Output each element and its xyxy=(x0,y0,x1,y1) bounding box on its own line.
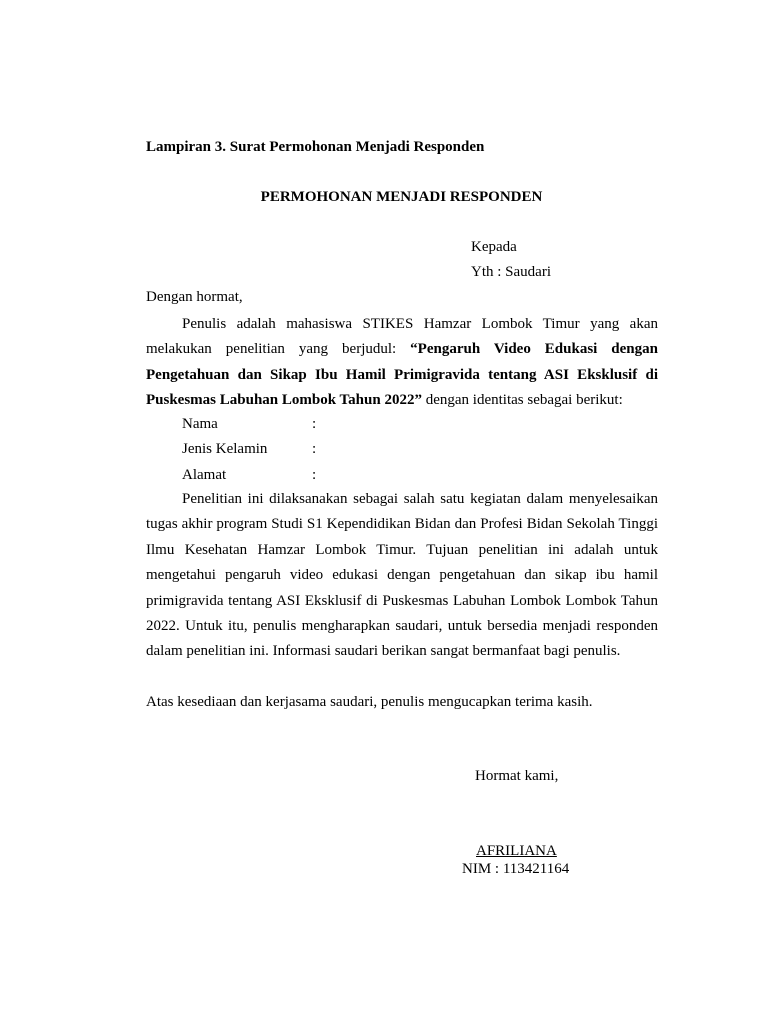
paragraph-intro-text: Penulis adalah mahasiswa STIKES Hamzar Lombok Timur yang akan melakukan penelitian yang berjudul: xyxy=(146,316,658,358)
field-name-colon: : xyxy=(312,416,317,432)
field-gender-colon: : xyxy=(312,441,317,457)
signature-nim: NIM : 113421164 xyxy=(462,861,570,877)
greeting: Dengan hormat, xyxy=(146,289,243,305)
field-name xyxy=(182,415,316,433)
attachment-title: Lampiran 3. Surat Permohonan Menjadi Responden xyxy=(146,139,485,155)
closing-salutation: Hormat kami, xyxy=(475,768,559,784)
recipient-line-2: Yth : Saudari xyxy=(471,264,551,280)
paragraph-thanks: Atas kesediaan dan kerjasama saudari, penulis mengucapkan terima kasih. xyxy=(146,694,593,710)
field-address xyxy=(182,466,316,484)
research-title: “Pengaruh Video Edukasi dengan Pengetahuan dan Sikap Ibu Hamil Primigravida tentang ASI Eksklusif di Puskesmas Labuhan Lombok Tahun 2022” xyxy=(146,341,658,409)
field-gender-label: Jenis Kelamin xyxy=(182,441,268,457)
signature-name: AFRILIANA xyxy=(476,843,557,859)
recipient-line-1: Kepada xyxy=(471,239,517,255)
field-gender xyxy=(182,440,316,458)
paragraph-intro xyxy=(146,312,658,414)
paragraph-purpose: Penelitian ini dilaksanakan sebagai salah satu kegiatan dalam menyelesaikan tugas akhir program Studi S1 Kependidikan Bidan dan Profesi Bidan Sekolah Tinggi Ilmu Kesehatan Hamzar Lombok Timur. Tujuan penelitian ini adalah untuk mengetahui pengaruh video edukasi dengan pengetahuan dan sikap ibu hamil primigravida tentang ASI Eksklusif di Puskesmas Labuhan Lombok Lombok Tahun 2022. Untuk itu, penulis mengharapkan saudari, untuk bersedia menjadi responden dalam penelitian ini. Informasi saudari berikan sangat bermanfaat bagi penulis. xyxy=(146,491,658,660)
field-name-label: Nama xyxy=(182,416,218,432)
field-address-label: Alamat xyxy=(182,467,227,483)
field-address-colon: : xyxy=(312,467,317,483)
letter-heading: PERMOHONAN MENJADI RESPONDEN xyxy=(260,189,543,205)
paragraph-intro-end: dengan identitas sebagai berikut: xyxy=(421,392,623,409)
